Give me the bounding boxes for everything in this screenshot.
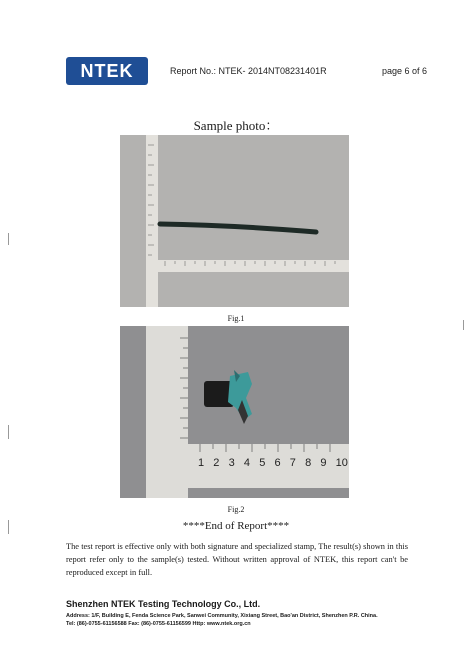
ruler-digit: 2: [213, 457, 220, 469]
footer-contact: Tel: (86)-0755-61156588 Fax: (86)-0755-61156599 Http: www.ntek.org.cn: [66, 621, 251, 627]
ruler-digit: 3: [228, 457, 235, 469]
ruler-digit: 1: [198, 457, 205, 469]
scan-mark: [8, 233, 9, 245]
footer-company: Shenzhen NTEK Testing Technology Co., Ltd.: [66, 599, 261, 609]
ruler-digit: 7: [289, 457, 296, 469]
figure-caption-2: Fig.2: [227, 505, 245, 514]
scan-mark: [8, 425, 9, 439]
sample-photo-1-image: [120, 135, 349, 307]
end-of-report: ****End of Report****: [182, 520, 290, 532]
ruler-digits: [198, 457, 348, 469]
ruler-digit: 4: [243, 457, 251, 469]
sample-photo-2-image: [120, 326, 349, 498]
ruler-digit: 5: [259, 457, 266, 469]
ntek-logo: [66, 57, 148, 85]
figure-caption-1: Fig.1: [227, 314, 245, 323]
report-number: Report No.: NTEK- 2014NT08231401R: [170, 66, 327, 76]
ruler-digit: 10: [335, 457, 348, 469]
sample-photo-2: [120, 326, 349, 498]
page-number: page 6 of 6: [381, 66, 427, 76]
footer-address: Address: 1/F, Building E, Fenda Science Park, Sanwei Community, Xixiang Street, Bao'an District, Shenzhen P.R. China.: [66, 613, 378, 619]
disclaimer-text: The test report is effective only with both signature and specialized stamp, The result(s) shown in this report refer only to the sample(s) tested. Without written approval of NTEK, this report can't be reproduced except in full.: [66, 542, 408, 577]
logo-text: NTEK: [80, 60, 134, 81]
section-title: Sample photo：: [193, 118, 279, 133]
ruler-digit: 8: [305, 457, 312, 469]
ruler-digit: 6: [274, 457, 281, 469]
sample-photo-1: [120, 135, 349, 307]
ruler-digit: 9: [320, 457, 327, 469]
